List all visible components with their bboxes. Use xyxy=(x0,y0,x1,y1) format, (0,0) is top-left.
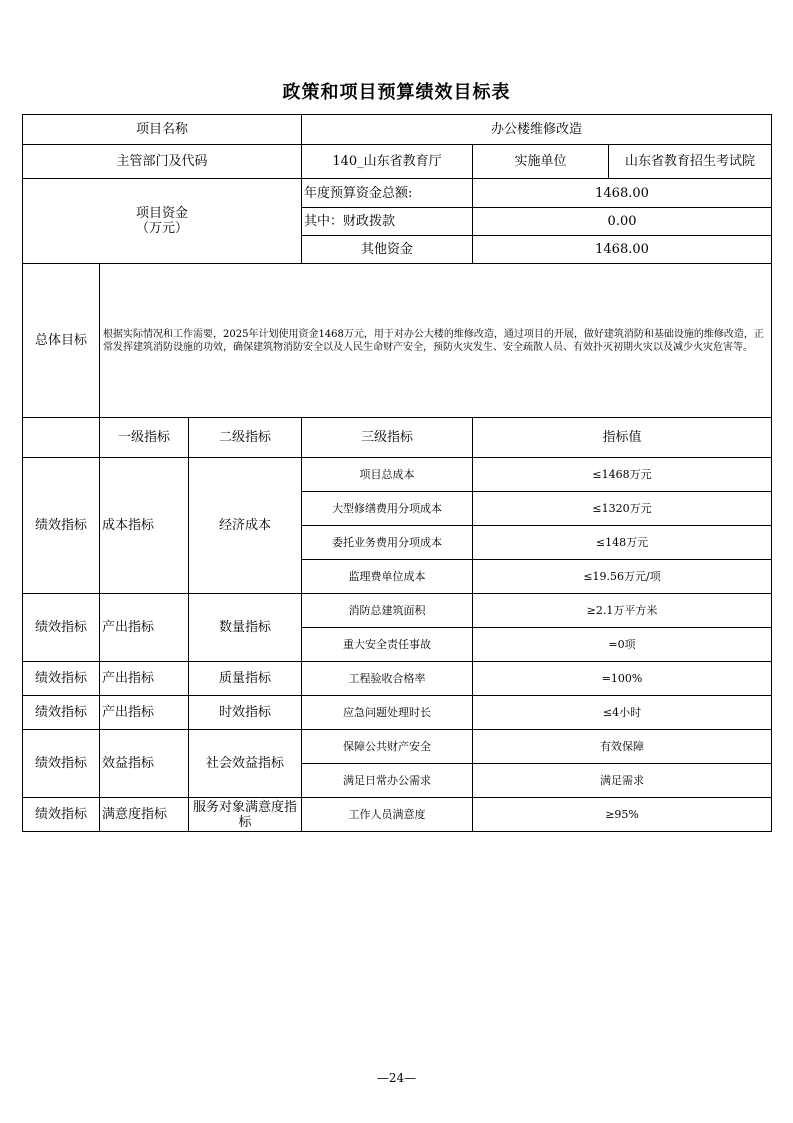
header-row xyxy=(23,418,772,458)
level2-indicator: 经济成本 xyxy=(189,458,302,594)
header-empty xyxy=(23,418,100,458)
goal-label: 总体目标 xyxy=(23,264,100,418)
level3-indicator: 监理费单位成本 xyxy=(302,560,473,594)
level2-indicator: 时效指标 xyxy=(189,696,302,730)
level3-indicator: 应急问题处理时长 xyxy=(302,696,473,730)
level3-indicator: 消防总建筑面积 xyxy=(302,594,473,628)
indicator-value: =0项 xyxy=(473,628,772,662)
indicator-value: ≥2.1万平方米 xyxy=(473,594,772,628)
indicator-value: 有效保障 xyxy=(473,730,772,764)
fiscal-value: 0.00 xyxy=(473,208,772,236)
level1-indicator: 产出指标 xyxy=(100,662,189,696)
impl-label: 实施单位 xyxy=(473,145,609,179)
header-l1: 一级指标 xyxy=(100,418,189,458)
level3-indicator: 保障公共财产安全 xyxy=(302,730,473,764)
header-l3: 三级指标 xyxy=(302,418,473,458)
indicator-row xyxy=(23,458,772,492)
level1-indicator: 效益指标 xyxy=(100,730,189,798)
annual-value: 1468.00 xyxy=(473,179,772,208)
indicator-category: 绩效指标 xyxy=(23,458,100,594)
indicator-category: 绩效指标 xyxy=(23,594,100,662)
indicator-value: ≤19.56万元/项 xyxy=(473,560,772,594)
indicator-row xyxy=(23,594,772,628)
level2-indicator: 服务对象满意度指标 xyxy=(189,798,302,832)
level1-indicator: 满意度指标 xyxy=(100,798,189,832)
indicator-value: ≤1468万元 xyxy=(473,458,772,492)
indicator-row xyxy=(23,696,772,730)
indicator-category: 绩效指标 xyxy=(23,730,100,798)
level3-indicator: 满足日常办公需求 xyxy=(302,764,473,798)
indicator-value: ≤1320万元 xyxy=(473,492,772,526)
indicator-row xyxy=(23,730,772,764)
dept-value: 140_山东省教育厅 xyxy=(302,145,473,179)
level2-indicator: 数量指标 xyxy=(189,594,302,662)
annual-label: 年度预算资金总额: xyxy=(302,179,473,208)
level3-indicator: 工程验收合格率 xyxy=(302,662,473,696)
indicator-value: ≤4小时 xyxy=(473,696,772,730)
funds-label: 项目资金 xyxy=(136,206,189,221)
indicator-row xyxy=(23,798,772,832)
level3-indicator: 委托业务费用分项成本 xyxy=(302,526,473,560)
level3-indicator: 工作人员满意度 xyxy=(302,798,473,832)
impl-value: 山东省教育招生考试院 xyxy=(609,145,772,179)
funds-annual-row xyxy=(23,179,772,208)
goal-row xyxy=(23,264,772,418)
header-l2: 二级指标 xyxy=(189,418,302,458)
project-name-value: 办公楼维修改造 xyxy=(302,115,772,145)
level3-indicator: 大型修缮费用分项成本 xyxy=(302,492,473,526)
funds-label-cell xyxy=(23,179,302,264)
project-name-label: 项目名称 xyxy=(23,115,302,145)
performance-target-table xyxy=(22,114,772,832)
page-number: —24— xyxy=(376,1071,417,1085)
level1-indicator: 成本指标 xyxy=(100,458,189,594)
department-row xyxy=(23,145,772,179)
level1-indicator: 产出指标 xyxy=(100,594,189,662)
level1-indicator: 产出指标 xyxy=(100,696,189,730)
indicator-value: ≥95% xyxy=(473,798,772,832)
level2-indicator: 社会效益指标 xyxy=(189,730,302,798)
project-name-row xyxy=(23,115,772,145)
indicator-value: ≤148万元 xyxy=(473,526,772,560)
indicator-value: 满足需求 xyxy=(473,764,772,798)
level2-indicator: 质量指标 xyxy=(189,662,302,696)
goal-text: 根据实际情况和工作需要，2025年计划使用资金1468万元，用于对办公大楼的维修改造，通过项目的开展，做好建筑消防和基础设施的维修改造，正常发挥建筑消防设施的功效，确保建筑物消防安全以及人民生命财产安全，预防火灾发生、安全疏散人员、有效扑灭初期火灾以及减少火灾危害等。 xyxy=(100,264,772,418)
other-value: 1468.00 xyxy=(473,236,772,264)
other-label: 其他资金 xyxy=(302,236,473,264)
indicator-category: 绩效指标 xyxy=(23,696,100,730)
dept-label: 主管部门及代码 xyxy=(23,145,302,179)
funds-unit: （万元） xyxy=(136,221,189,236)
indicator-category: 绩效指标 xyxy=(23,662,100,696)
indicator-value: =100% xyxy=(473,662,772,696)
header-value: 指标值 xyxy=(473,418,772,458)
page-title: 政策和项目预算绩效目标表 xyxy=(282,82,511,103)
indicator-category: 绩效指标 xyxy=(23,798,100,832)
level3-indicator: 项目总成本 xyxy=(302,458,473,492)
fiscal-label: 其中：财政拨款 xyxy=(302,208,473,236)
level3-indicator: 重大安全责任事故 xyxy=(302,628,473,662)
indicator-row xyxy=(23,662,772,696)
